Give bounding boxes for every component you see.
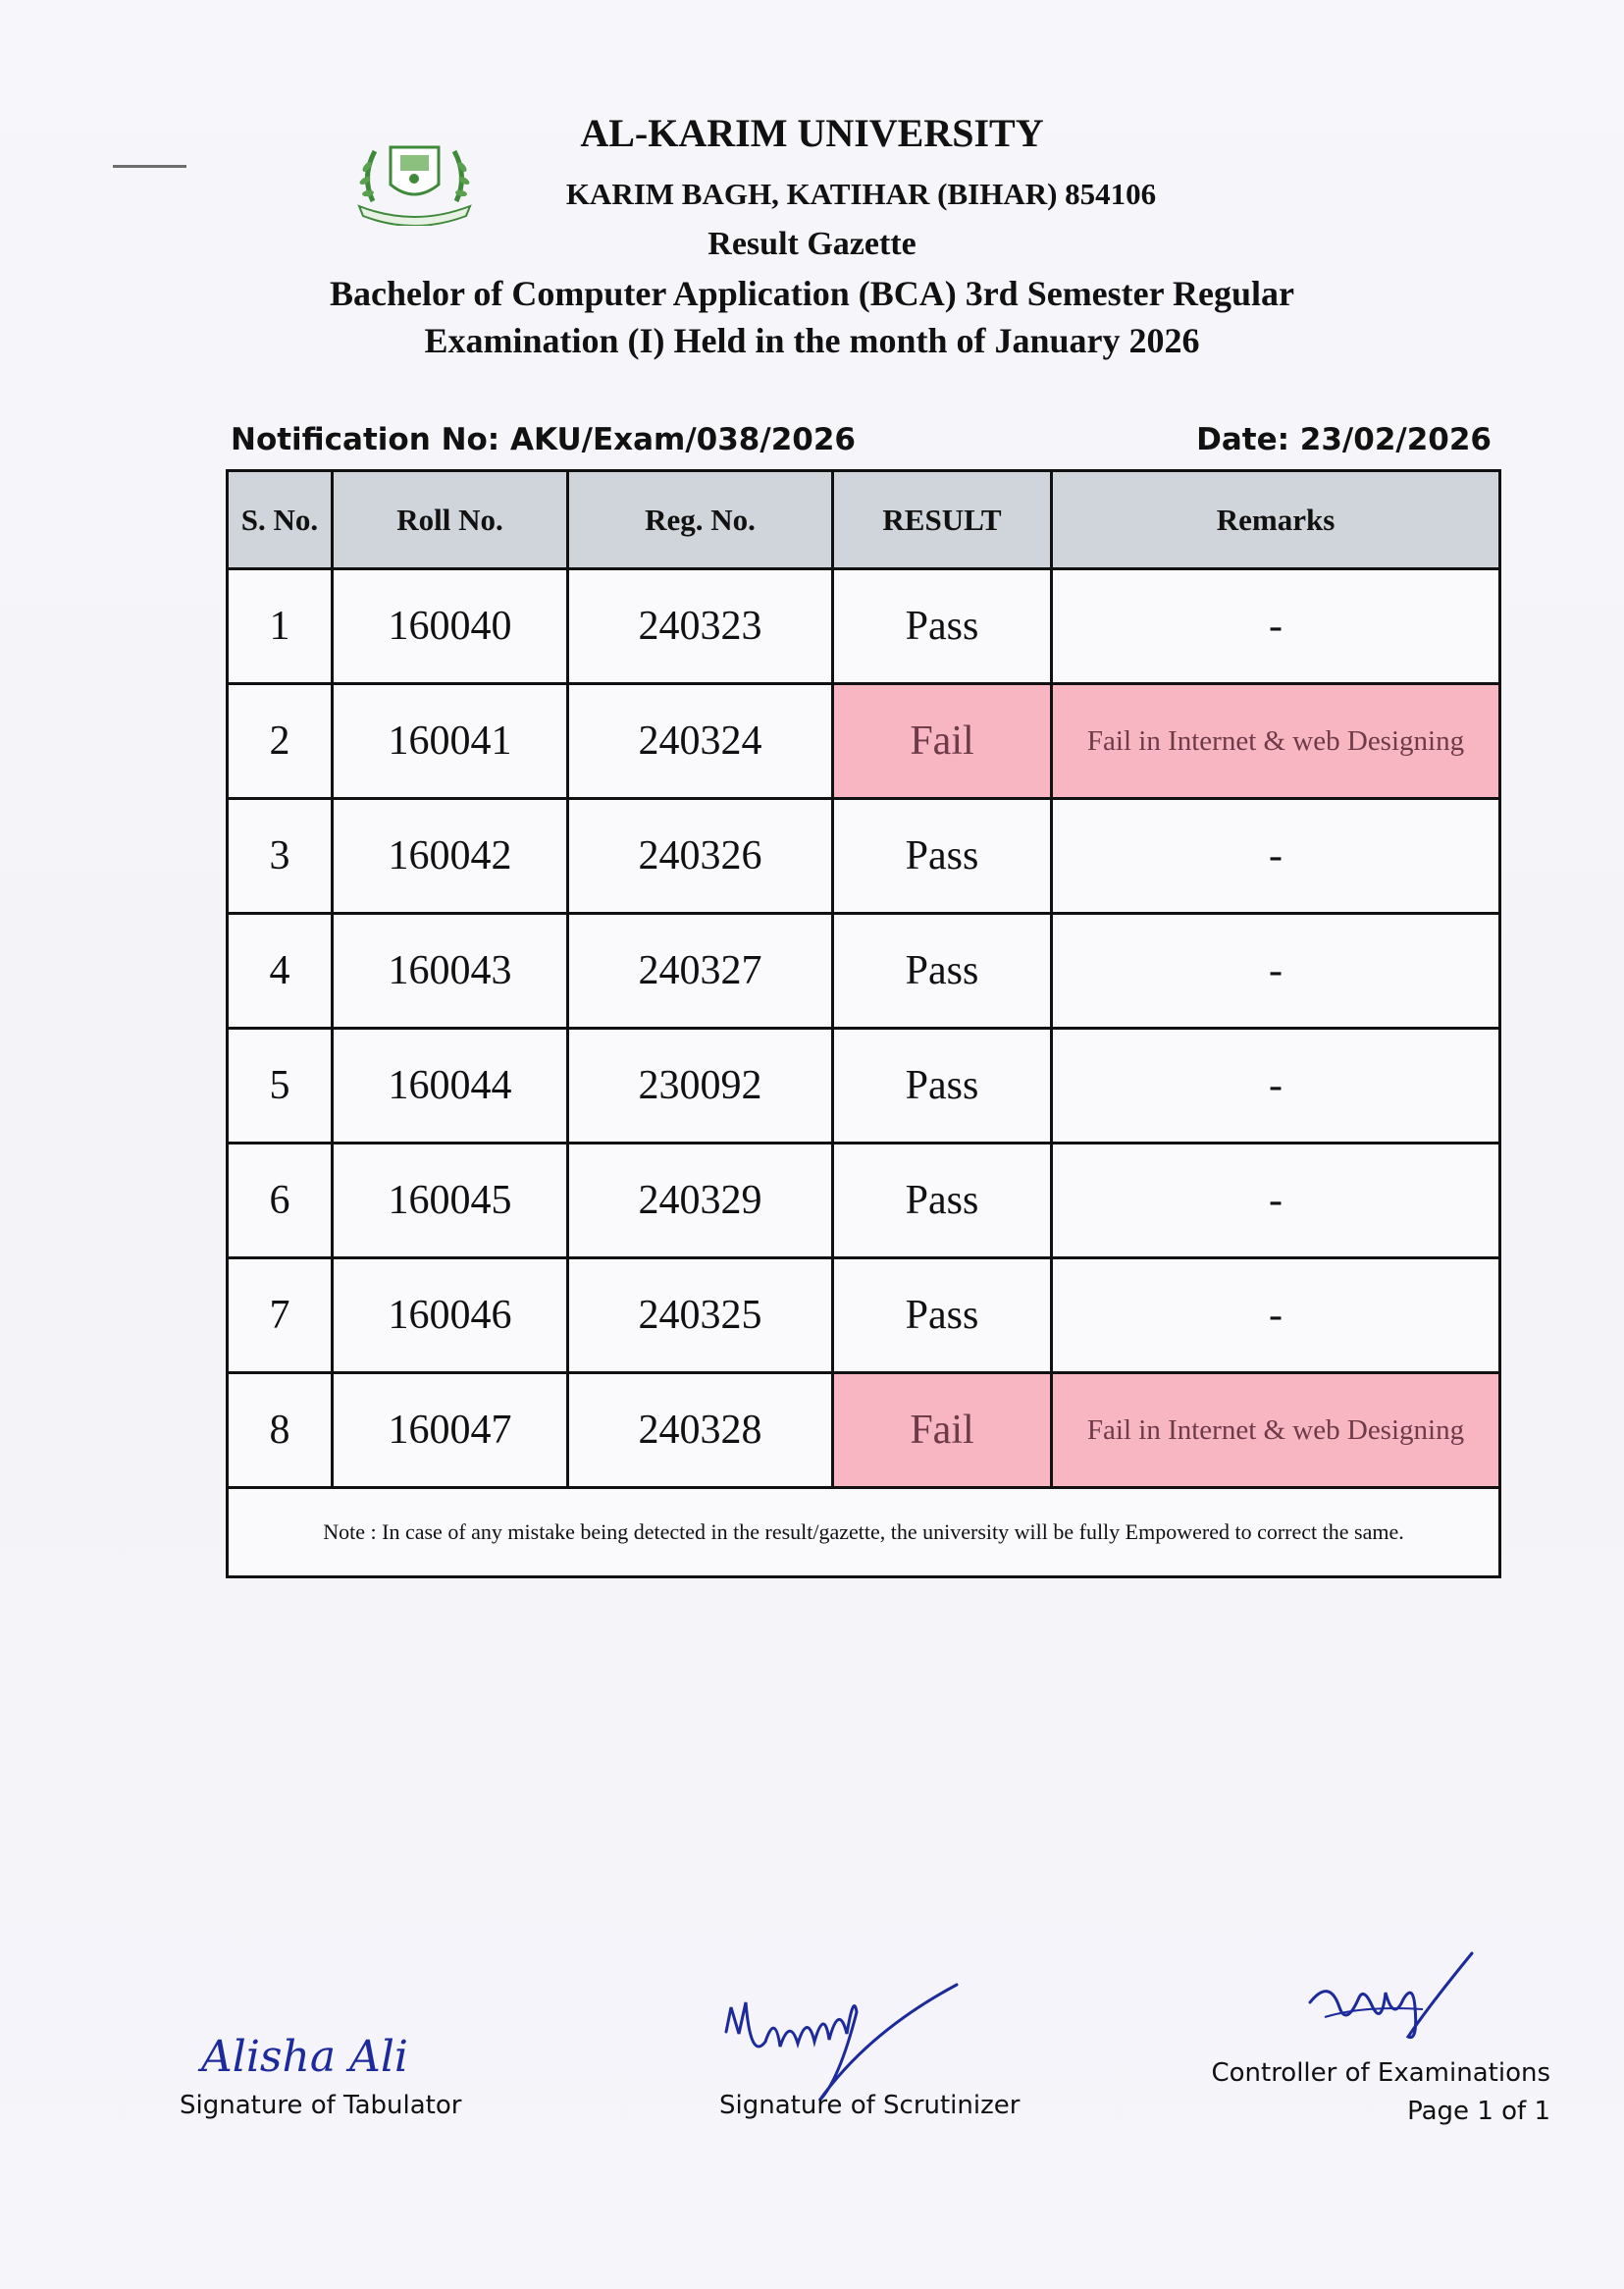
controller-signature-icon: [1305, 1948, 1477, 2061]
cell-result-fail: Fail: [833, 1373, 1052, 1488]
cell-reg: 240328: [568, 1373, 833, 1488]
column-header-remarks: Remarks: [1052, 471, 1500, 569]
cell-reg: 230092: [568, 1029, 833, 1144]
table-row: [228, 1258, 1500, 1373]
cell-roll: 160042: [333, 799, 568, 914]
cell-sno: 3: [228, 799, 333, 914]
cell-sno: 4: [228, 914, 333, 1029]
cell-roll: 160044: [333, 1029, 568, 1144]
cell-roll: 160041: [333, 684, 568, 799]
tabulator-label: Signature of Tabulator: [180, 2091, 462, 2120]
table-header-row: [228, 471, 1500, 569]
cell-reg: 240324: [568, 684, 833, 799]
cell-reg: 240326: [568, 799, 833, 914]
cell-sno: 1: [228, 569, 333, 684]
cell-reg: 240323: [568, 569, 833, 684]
exam-title: Examination (I) Held in the month of January 2026: [424, 321, 1200, 360]
controller-label: Controller of Examinations: [1211, 2058, 1550, 2088]
cell-sno: 2: [228, 684, 333, 799]
column-header-sno: S. No.: [228, 471, 333, 569]
page-number: Page 1 of 1: [1407, 2097, 1550, 2126]
table-row: [228, 569, 1500, 684]
university-name: AL-KARIM UNIVERSITY: [580, 111, 1044, 155]
cell-sno: 8: [228, 1373, 333, 1488]
cell-sno: 5: [228, 1029, 333, 1144]
notification-number: Notification No: AKU/Exam/038/2026: [231, 422, 856, 457]
course-title: Bachelor of Computer Application (BCA) 3rd Semester Regular: [330, 274, 1294, 313]
cell-remarks-fail: Fail in Internet & web Designing: [1052, 1373, 1500, 1488]
scrutinizer-label: Signature of Scrutinizer: [719, 2091, 1021, 2120]
cell-reg: 240329: [568, 1144, 833, 1258]
cell-remarks: -: [1052, 569, 1500, 684]
table-row: [228, 914, 1500, 1029]
tabulator-signature-text: Alisha Ali: [201, 2032, 408, 2082]
cell-result: Pass: [833, 1029, 1052, 1144]
cell-remarks-fail: Fail in Internet & web Designing: [1052, 684, 1500, 799]
cell-roll: 160047: [333, 1373, 568, 1488]
cell-roll: 160043: [333, 914, 568, 1029]
cell-result: Pass: [833, 799, 1052, 914]
cell-remarks: -: [1052, 1258, 1500, 1373]
scrutinizer-signature-icon: [721, 1973, 976, 2110]
tabulator-signature: [201, 2032, 408, 2082]
cell-reg: 240327: [568, 914, 833, 1029]
table-row: [228, 1029, 1500, 1144]
table-row: [228, 1144, 1500, 1258]
cell-sno: 6: [228, 1144, 333, 1258]
note-text: Note : In case of any mistake being detected in the result/gazette, the university will be fully Empowered to correct the same.: [228, 1488, 1500, 1577]
column-header-reg: Reg. No.: [568, 471, 833, 569]
scan-mark: [113, 165, 186, 168]
table-row: [228, 684, 1500, 799]
cell-sno: 7: [228, 1258, 333, 1373]
cell-result-fail: Fail: [833, 684, 1052, 799]
cell-result: Pass: [833, 1144, 1052, 1258]
cell-remarks: -: [1052, 914, 1500, 1029]
result-table: [226, 469, 1501, 1578]
cell-remarks: -: [1052, 1029, 1500, 1144]
cell-roll: 160045: [333, 1144, 568, 1258]
cell-result: Pass: [833, 914, 1052, 1029]
gazette-title: Result Gazette: [707, 226, 917, 262]
cell-roll: 160040: [333, 569, 568, 684]
cell-remarks: -: [1052, 1144, 1500, 1258]
column-header-result: RESULT: [833, 471, 1052, 569]
column-header-roll: Roll No.: [333, 471, 568, 569]
table-row: [228, 799, 1500, 914]
university-address: KARIM BAGH, KATIHAR (BIHAR) 854106: [565, 177, 1157, 211]
cell-roll: 160046: [333, 1258, 568, 1373]
cell-reg: 240325: [568, 1258, 833, 1373]
notification-date: Date: 23/02/2026: [1196, 422, 1492, 457]
cell-result: Pass: [833, 1258, 1052, 1373]
table-row: [228, 1373, 1500, 1488]
cell-result: Pass: [833, 569, 1052, 684]
cell-remarks: -: [1052, 799, 1500, 914]
note-row: [228, 1488, 1500, 1577]
